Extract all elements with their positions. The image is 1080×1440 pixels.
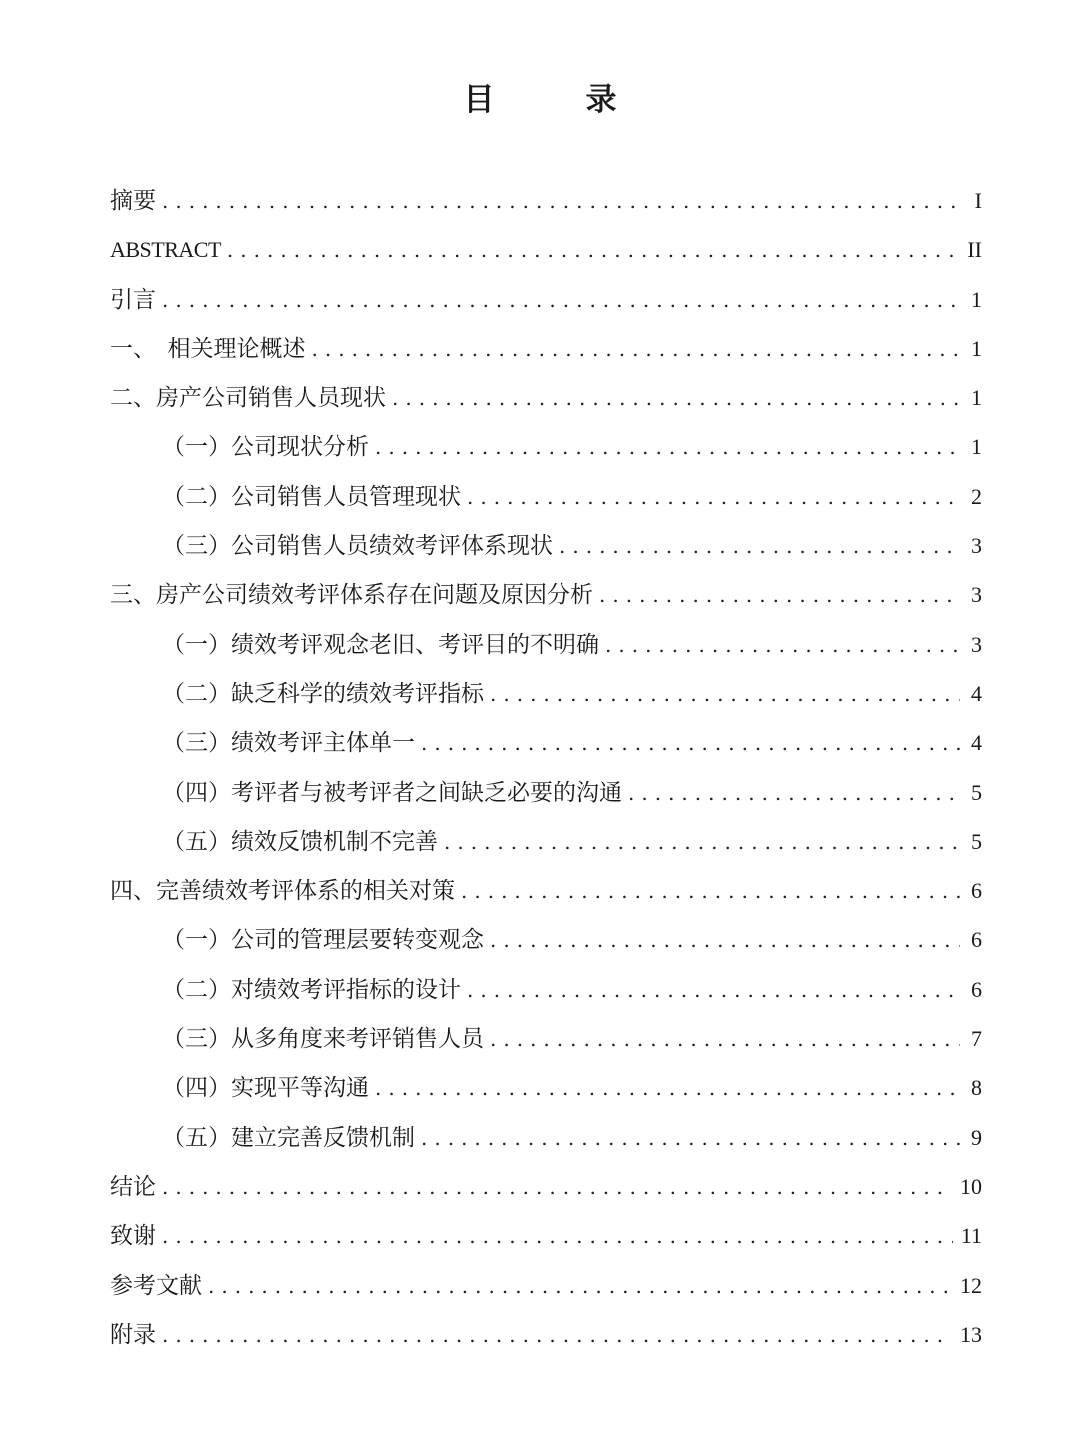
toc-leader-dots — [208, 1262, 952, 1310]
toc-leader-dots — [421, 719, 960, 767]
toc-title: 目 录 — [463, 82, 647, 118]
toc-list — [110, 176, 982, 1359]
toc-entry-page: 1 — [971, 434, 982, 460]
toc-entry-page: 9 — [971, 1124, 982, 1150]
toc-entry-label: （一）公司现状分析 — [162, 434, 369, 461]
toc-entry-acknowledgements[interactable] — [110, 1211, 982, 1260]
toc-leader-dots — [461, 867, 960, 915]
toc-entry-section-4-4[interactable] — [110, 1063, 982, 1112]
toc-entry-section-4-1[interactable] — [110, 915, 982, 964]
toc-entry-label: （二）公司销售人员管理现状 — [162, 483, 461, 510]
toc-leader-dots — [392, 374, 960, 422]
toc-entry-page: 6 — [971, 878, 982, 904]
toc-leader-dots — [599, 571, 960, 619]
toc-entry-label: 三、房产公司绩效考评体系存在问题及原因分析 — [110, 582, 593, 609]
toc-entry-section-2-3[interactable] — [110, 521, 982, 570]
toc-entry-section-3-4[interactable] — [110, 768, 982, 817]
toc-entry-section-2-2[interactable] — [110, 472, 982, 521]
toc-entry-label: 引言 — [110, 286, 156, 313]
toc-leader-dots — [605, 621, 960, 669]
toc-entry-label: ABSTRACT — [110, 237, 221, 263]
toc-entry-label: 附录 — [110, 1321, 156, 1348]
toc-entry-label: 参考文献 — [110, 1272, 202, 1299]
toc-leader-dots — [444, 818, 960, 866]
toc-leader-dots — [490, 1015, 960, 1063]
toc-entry-page: 3 — [971, 533, 982, 559]
toc-entry-page: 10 — [960, 1173, 982, 1199]
toc-entry-label: 四、完善绩效考评体系的相关对策 — [110, 878, 455, 905]
toc-leader-dots — [467, 966, 960, 1014]
toc-entry-page: 6 — [971, 976, 982, 1002]
toc-entry-chapter-4[interactable] — [110, 866, 982, 915]
toc-entry-label: （二）缺乏科学的绩效考评指标 — [162, 680, 484, 707]
toc-entry-page: 1 — [971, 286, 982, 312]
toc-entry-page: 1 — [971, 335, 982, 361]
toc-entry-page: 5 — [971, 828, 982, 854]
toc-leader-dots — [162, 1311, 952, 1359]
toc-entry-section-3-2[interactable] — [110, 669, 982, 718]
toc-entry-label: （四）考评者与被考评者之间缺乏必要的沟通 — [162, 779, 622, 806]
toc-entry-introduction[interactable] — [110, 275, 982, 324]
toc-entry-page: 4 — [971, 730, 982, 756]
toc-entry-label: （五）绩效反馈机制不完善 — [162, 828, 438, 855]
toc-entry-label: （一）绩效考评观念老旧、考评目的不明确 — [162, 631, 599, 658]
toc-entry-chapter-1[interactable] — [110, 324, 982, 373]
toc-leader-dots — [375, 423, 960, 471]
toc-entry-section-3-1[interactable] — [110, 620, 982, 669]
toc-entry-page: II — [967, 237, 982, 263]
toc-entry-section-3-3[interactable] — [110, 718, 982, 767]
toc-entry-label: （五）建立完善反馈机制 — [162, 1124, 415, 1151]
toc-entry-page: 6 — [971, 927, 982, 953]
toc-entry-section-4-5[interactable] — [110, 1113, 982, 1162]
toc-entry-page: 5 — [971, 779, 982, 805]
toc-leader-dots — [467, 473, 960, 521]
toc-entry-page: 2 — [971, 483, 982, 509]
toc-leader-dots — [162, 177, 960, 225]
toc-entry-page: 4 — [971, 680, 982, 706]
toc-entry-label: （四）实现平等沟通 — [162, 1075, 369, 1102]
toc-entry-page: 3 — [971, 582, 982, 608]
toc-entry-label: 一、 相关理论概述 — [110, 335, 306, 362]
toc-entry-section-2-1[interactable] — [110, 422, 982, 471]
toc-entry-label: （三）从多角度来考评销售人员 — [162, 1026, 484, 1053]
toc-entry-page: 7 — [971, 1026, 982, 1052]
toc-entry-section-4-2[interactable] — [110, 965, 982, 1014]
toc-entry-conclusion[interactable] — [110, 1162, 982, 1211]
toc-entry-page: 3 — [971, 631, 982, 657]
toc-leader-dots — [375, 1064, 960, 1112]
toc-entry-page: 13 — [960, 1321, 982, 1347]
toc-leader-dots — [490, 916, 960, 964]
toc-entry-label: （一）公司的管理层要转变观念 — [162, 927, 484, 954]
toc-leader-dots — [162, 1163, 952, 1211]
toc-entry-label: 摘要 — [110, 188, 156, 214]
toc-entry-page: 11 — [960, 1223, 982, 1249]
toc-entry-chapter-3[interactable] — [110, 570, 982, 619]
toc-entry-label: 二、房产公司销售人员现状 — [110, 385, 386, 412]
toc-entry-label: 致谢 — [110, 1223, 156, 1250]
toc-entry-page: 8 — [971, 1075, 982, 1101]
toc-entry-section-4-3[interactable] — [110, 1014, 982, 1063]
toc-entry-label: （三）绩效考评主体单一 — [162, 730, 415, 757]
toc-entry-label: （三）公司销售人员绩效考评体系现状 — [162, 533, 553, 560]
toc-leader-dots — [421, 1114, 960, 1162]
toc-entry-appendix[interactable] — [110, 1310, 982, 1359]
toc-leader-dots — [559, 522, 960, 570]
toc-entry-page: I — [974, 188, 982, 213]
toc-entry-references[interactable] — [110, 1261, 982, 1310]
toc-entry-page: 12 — [960, 1272, 982, 1298]
toc-entry-chapter-2[interactable] — [110, 373, 982, 422]
toc-leader-dots — [490, 670, 960, 718]
toc-entry-abstract-cn[interactable] — [110, 176, 982, 225]
toc-entry-label: 结论 — [110, 1173, 156, 1200]
toc-leader-dots — [162, 276, 960, 324]
toc-entry-label: （二）对绩效考评指标的设计 — [162, 976, 461, 1003]
toc-entry-page: 1 — [971, 385, 982, 411]
toc-entry-abstract-en[interactable] — [110, 225, 982, 274]
toc-entry-section-3-5[interactable] — [110, 817, 982, 866]
toc-leader-dots — [227, 226, 959, 274]
toc-leader-dots — [162, 1212, 953, 1260]
toc-leader-dots — [628, 769, 960, 817]
toc-leader-dots — [312, 325, 961, 373]
